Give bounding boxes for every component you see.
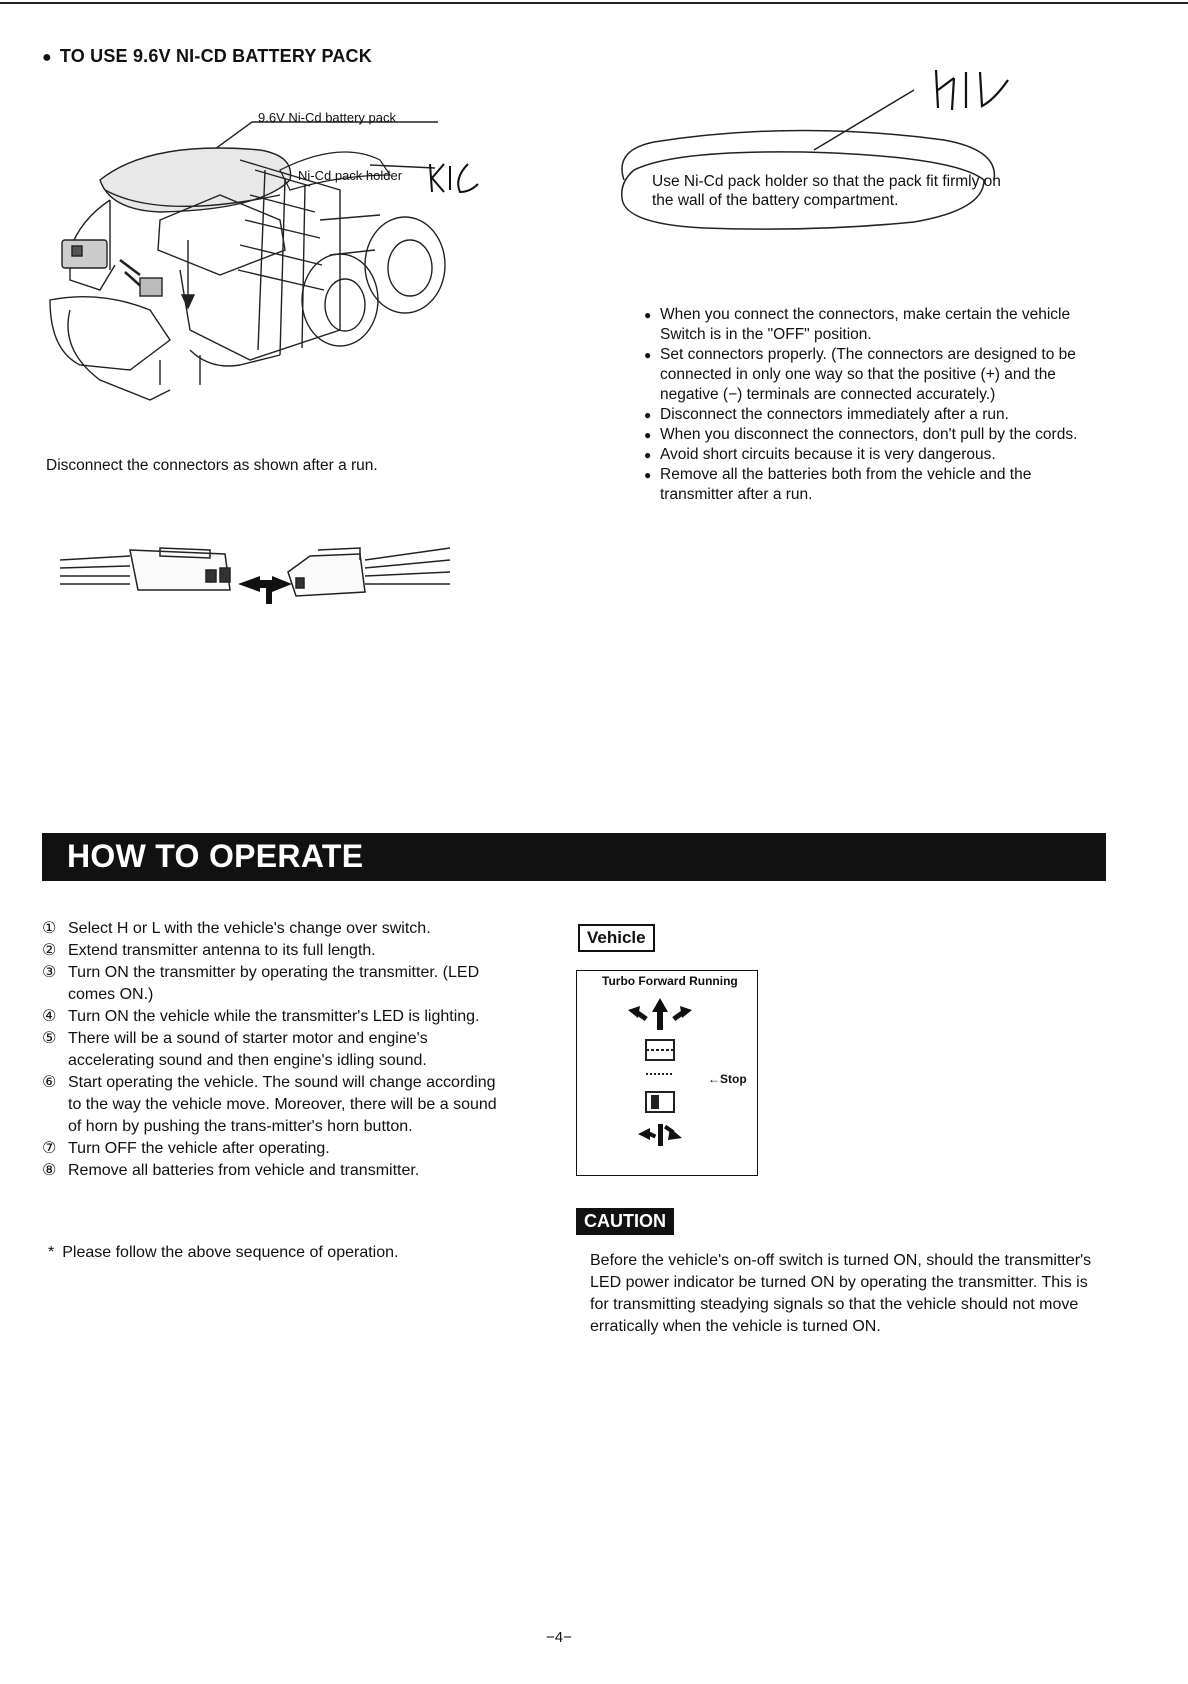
battery-heading-text: TO USE 9.6V NI-CD BATTERY PACK [59,46,372,66]
stop-label: ←Stop [708,1072,747,1086]
battery-section-heading [42,46,372,67]
list-item [42,1028,512,1072]
how-to-operate-banner [42,833,1106,881]
step-number: ⑤ [42,1030,57,1047]
step-number: ② [42,942,57,959]
caution-badge: CAUTION [576,1208,674,1235]
turbo-forward-label: Turbo Forward Running [602,974,738,988]
list-item: ● Disconnect the connectors immediately after a run. [644,405,1094,425]
asterisk-icon: * [48,1244,55,1261]
step-text: Turn OFF the vehicle after operating. [68,1140,330,1157]
list-item [42,1006,512,1028]
step-text: Turn ON the transmitter by operating the transmitter. (LED comes ON.) [68,964,480,1003]
step-text: There will be a sound of starter motor and engine's accelerating sound and then engine's idling sound. [68,1030,428,1069]
step-number: ⑦ [42,1140,57,1157]
step-number: ③ [42,964,57,981]
list-item: ● Avoid short circuits because it is very dangerous. [644,445,1094,465]
pack-holder-label: Ni-Cd pack holder [298,168,403,183]
operation-steps [42,918,512,1182]
list-item [42,1138,512,1160]
step-text: Start operating the vehicle. The sound will change according to the way the vehicle move. Moreover, there will be a sound of horn by pushing the trans-mitter's horn button. [68,1074,497,1135]
list-item [42,1072,512,1138]
note-text: Please follow the above sequence of operation. [62,1244,399,1261]
step-number: ⑧ [42,1162,57,1179]
vehicle-label: Vehicle [578,924,655,952]
disconnect-caption: Disconnect the connectors as shown after a run. [46,457,378,474]
step-text: Remove all batteries from vehicle and transmitter. [68,1162,420,1179]
list-item: ● Set connectors properly. (The connectors are designed to be connected in only one way so that the positive (+) and the negative (−) terminals are connected accurately.) [644,345,1094,405]
list-item [42,1160,512,1182]
connector-illustration [60,520,460,620]
step-text: Extend transmitter antenna to its full length. [68,942,376,959]
connector-instructions [644,305,1094,505]
list-item: ● Remove all the batteries both from the vehicle and the transmitter after a run. [644,465,1094,505]
page-number: −4− [546,1629,572,1646]
list-item [42,918,512,940]
step-text: Select H or L with the vehicle's change over switch. [68,920,431,937]
step-number: ④ [42,1008,57,1025]
battery-pack-label: 9.6V Ni-Cd battery pack [258,110,397,125]
bullet-icon: ● [42,49,52,66]
sequence-note [48,1244,398,1262]
how-to-operate-title: HOW TO OPERATE [67,838,364,874]
list-item: ● When you connect the connectors, make certain the vehicle Switch is in the "OFF" position. [644,305,1094,345]
caution-text: Before the vehicle's on-off switch is turned ON, should the transmitter's LED power indicator be turned ON by operating the transmitter. This is for transmitting steadying signals so that the vehicle should not move erratically when the vehicle is turned ON. [590,1252,1092,1335]
battery-pack-illustration [40,100,540,420]
step-number: ⑥ [42,1074,57,1091]
vehicle-direction-diagram [620,996,700,1156]
list-item [42,962,512,1006]
step-text: Turn ON the vehicle while the transmitter's LED is lighting. [68,1008,480,1025]
pack-holder-callout: Use Ni-Cd pack holder so that the pack fit firmly on the wall of the battery compartment. [652,173,1001,209]
top-rule [0,2,1188,4]
list-item [42,940,512,962]
list-item: ● When you disconnect the connectors, don't pull by the cords. [644,425,1094,445]
step-number: ① [42,920,57,937]
